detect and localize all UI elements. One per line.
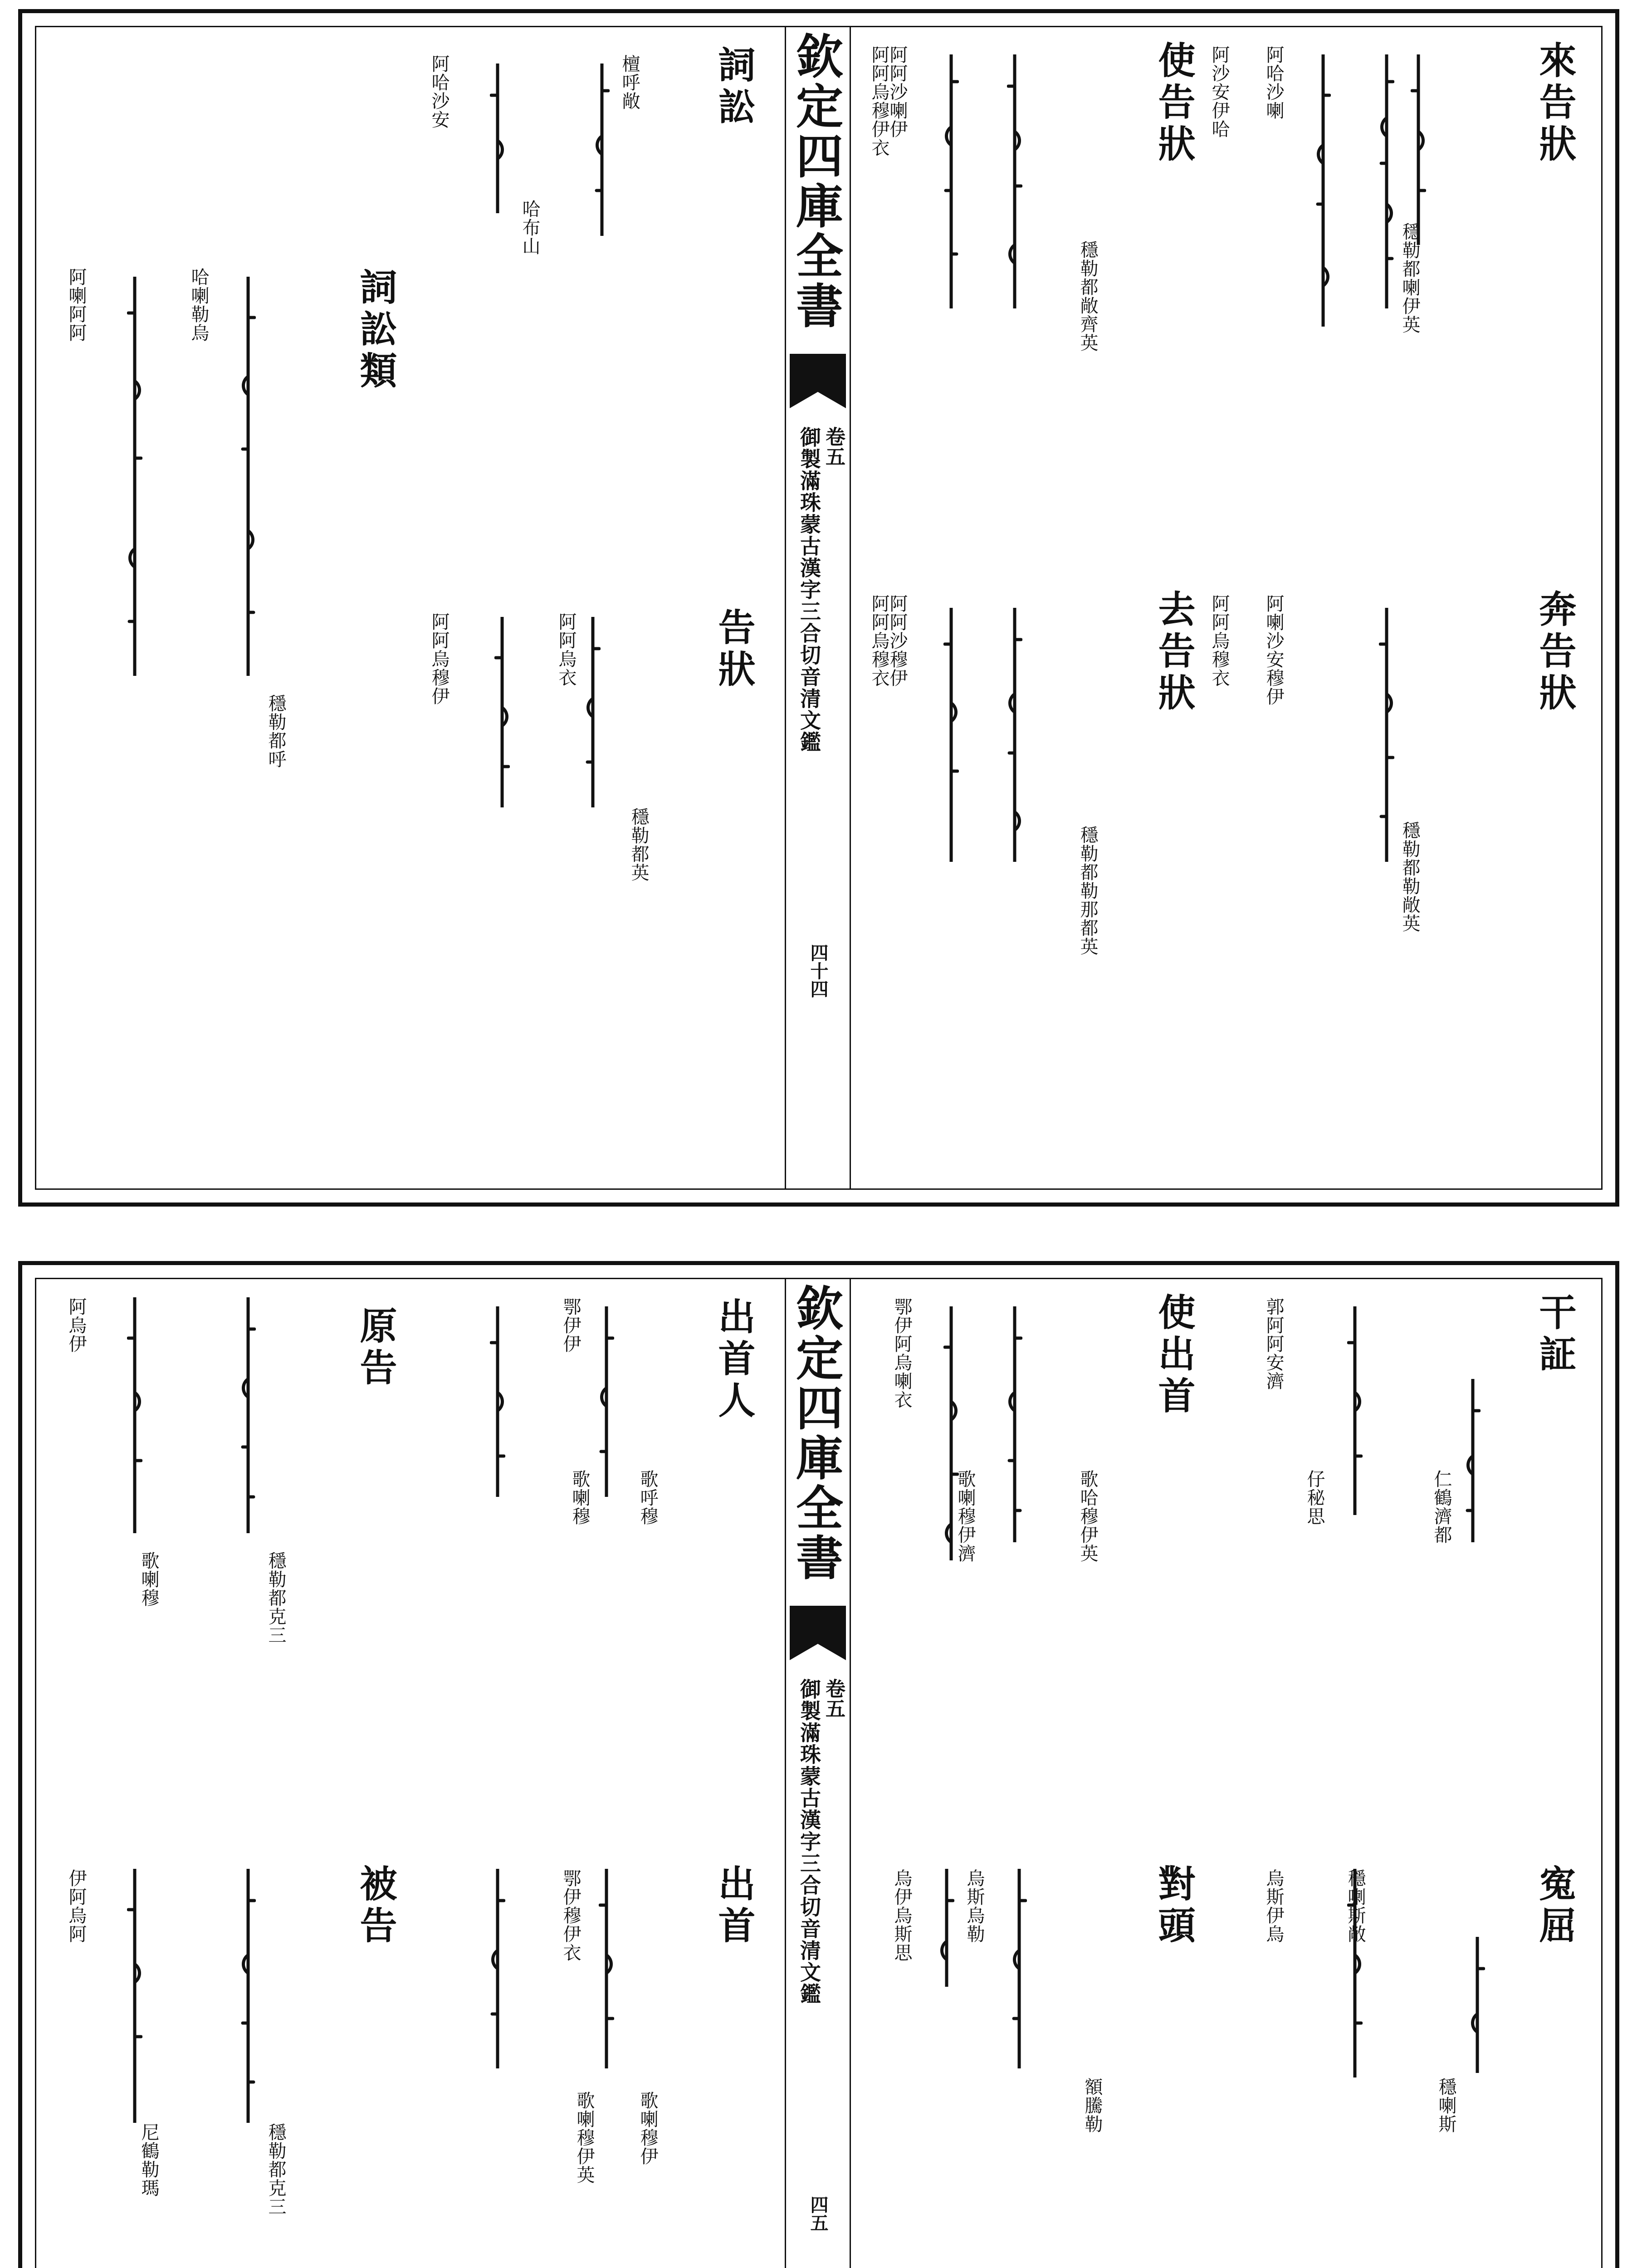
manchu-script-column: [490, 1306, 505, 1497]
chapter-label: 卷五: [822, 1678, 845, 1718]
manchu-script-column: [127, 1297, 142, 1533]
manchu-script-column: [1411, 54, 1426, 245]
transliteration: 鄂伊伊: [560, 1297, 581, 1353]
transliteration: 阿喇阿阿: [66, 268, 87, 342]
transliteration: 烏斯烏勒: [964, 1869, 985, 1943]
transliteration: 阿阿沙喇伊: [887, 45, 908, 138]
chinese-term: 詞訟: [712, 45, 756, 129]
manchu-script-column: [490, 1869, 505, 2068]
chinese-term: 去告狀: [1152, 590, 1196, 715]
manchu-script-column: [490, 64, 505, 213]
series-title: 御製滿珠蒙古漢字三合切音清文鑑: [797, 426, 821, 753]
transliteration: 歌喇穆伊英: [574, 2091, 595, 2184]
chinese-term: 干証: [1533, 1293, 1577, 1376]
chinese-term: 被告: [354, 1864, 397, 1948]
book-title: 欽定四庫全書: [788, 1284, 844, 1583]
transliteration: 伊阿烏阿: [66, 1869, 87, 1943]
transliteration: 穩喇斯敞: [1345, 1869, 1366, 1943]
manchu-script-column: [127, 277, 142, 676]
transliteration: 阿阿烏穆衣: [1209, 594, 1230, 687]
transliteration: 歌哈穆伊英: [1077, 1470, 1098, 1563]
transliteration: 阿阿烏穆伊衣: [869, 45, 889, 157]
transliteration: 烏伊烏斯思: [891, 1869, 912, 1962]
transliteration: 阿阿烏穆衣: [869, 594, 889, 687]
transliteration: 檀呼敞: [619, 54, 640, 110]
transliteration: 歌喇穆伊濟: [955, 1470, 976, 1563]
transliteration: 穩喇斯: [1436, 2077, 1456, 2133]
chinese-term: 出首: [712, 1864, 756, 1948]
transliteration: 穩勒都克三: [265, 2123, 286, 2216]
transliteration: 歌喇穆: [138, 1551, 159, 1607]
transliteration: 歌喇穆: [569, 1470, 590, 1525]
chinese-term: 詞訟類: [354, 268, 397, 393]
transliteration: 穩勒都敞齊英: [1077, 240, 1098, 352]
transliteration: 阿烏伊: [66, 1297, 87, 1353]
transliteration: 阿阿烏衣: [556, 612, 577, 687]
transliteration: 穩勒都克三: [265, 1551, 286, 1644]
transliteration: 額騰勒: [1082, 2077, 1103, 2133]
upper-spine: [785, 27, 851, 1188]
manchu-script-column: [599, 1869, 614, 2068]
transliteration: 阿哈沙安: [429, 54, 450, 129]
transliteration: 烏斯伊烏: [1263, 1869, 1284, 1943]
chapter-label: 卷五: [822, 426, 845, 466]
transliteration: 阿沙安伊哈: [1209, 45, 1230, 138]
transliteration: 哈布山: [519, 200, 540, 255]
transliteration: 阿阿沙穆伊: [887, 594, 908, 687]
lower-page-frame: [35, 1278, 1603, 2268]
transliteration: 穩勒都呼: [265, 694, 286, 768]
chinese-term: 告狀: [712, 608, 756, 691]
manchu-script-column: [1315, 54, 1331, 327]
manchu-script-column: [1465, 1379, 1481, 1542]
manchu-script-column: [1347, 1306, 1363, 1515]
manchu-script-column: [240, 1869, 256, 2123]
page-number: 四十四: [807, 943, 829, 998]
page-number: 四五: [807, 2195, 829, 2232]
chinese-term: 使告狀: [1152, 41, 1196, 166]
manchu-script-column: [943, 608, 959, 862]
manchu-script-column: [240, 277, 256, 676]
manchu-script-column: [494, 617, 510, 807]
manchu-script-column: [127, 1869, 142, 2123]
transliteration: 穩勒都英: [628, 807, 649, 882]
transliteration: 尼鶴勒瑪: [138, 2123, 159, 2197]
transliteration: 仁鶴濟都: [1431, 1470, 1452, 1544]
manchu-script-column: [943, 1306, 959, 1560]
manchu-script-column: [594, 64, 610, 236]
manchu-script-column: [943, 54, 959, 308]
manchu-script-column: [1347, 1869, 1363, 2077]
lower-page: [18, 1261, 1619, 2268]
manchu-script-column: [240, 1297, 256, 1533]
manchu-script-column: [599, 1306, 614, 1497]
manchu-script-column: [1470, 1937, 1485, 2073]
transliteration: 阿哈沙喇: [1263, 45, 1284, 120]
manchu-script-column: [1012, 1869, 1027, 2068]
transliteration: 穩勒都勒那都英: [1077, 826, 1098, 956]
manchu-script-column: [1379, 54, 1394, 308]
transliteration: 哈喇勒烏: [188, 268, 209, 342]
transliteration: 郭阿阿安濟: [1263, 1297, 1284, 1390]
lower-spine: [785, 1279, 851, 2268]
transliteration: 歌喇穆伊: [637, 2091, 658, 2165]
transliteration: 歌呼穆: [637, 1470, 658, 1525]
manchu-script-column: [1007, 1306, 1022, 1542]
chinese-term: 對頭: [1152, 1864, 1196, 1948]
transliteration: 穩勒都勒敞英: [1399, 821, 1420, 933]
series-title: 御製滿珠蒙古漢字三合切音清文鑑: [797, 1678, 821, 2005]
upper-page-frame: [35, 26, 1603, 1190]
spine-flag-icon: [790, 1606, 846, 1660]
transliteration: 鄂伊阿烏喇衣: [891, 1297, 912, 1409]
transliteration: 鄂伊穆伊衣: [560, 1869, 581, 1962]
chinese-term: 出首人: [712, 1297, 756, 1422]
chinese-term: 來告狀: [1533, 41, 1577, 166]
chinese-term: 原告: [354, 1306, 397, 1390]
chinese-term: 寃屈: [1533, 1864, 1577, 1948]
spine-flag-icon: [790, 354, 846, 408]
transliteration: 阿喇沙安穆伊: [1263, 594, 1284, 706]
manchu-script-column: [939, 1869, 954, 1987]
manchu-script-column: [1007, 54, 1022, 308]
transliteration: 阿阿烏穆伊: [429, 612, 450, 705]
upper-page: [18, 9, 1619, 1207]
transliteration: 仔秘思: [1304, 1470, 1325, 1525]
transliteration: 穩勒都喇伊英: [1399, 222, 1420, 334]
chinese-term: 使出首: [1152, 1293, 1196, 1418]
manchu-script-column: [1007, 608, 1022, 862]
manchu-script-column: [585, 617, 601, 807]
book-title: 欽定四庫全書: [788, 32, 844, 331]
manchu-script-column: [1379, 608, 1394, 862]
chinese-term: 奔告狀: [1533, 590, 1577, 715]
